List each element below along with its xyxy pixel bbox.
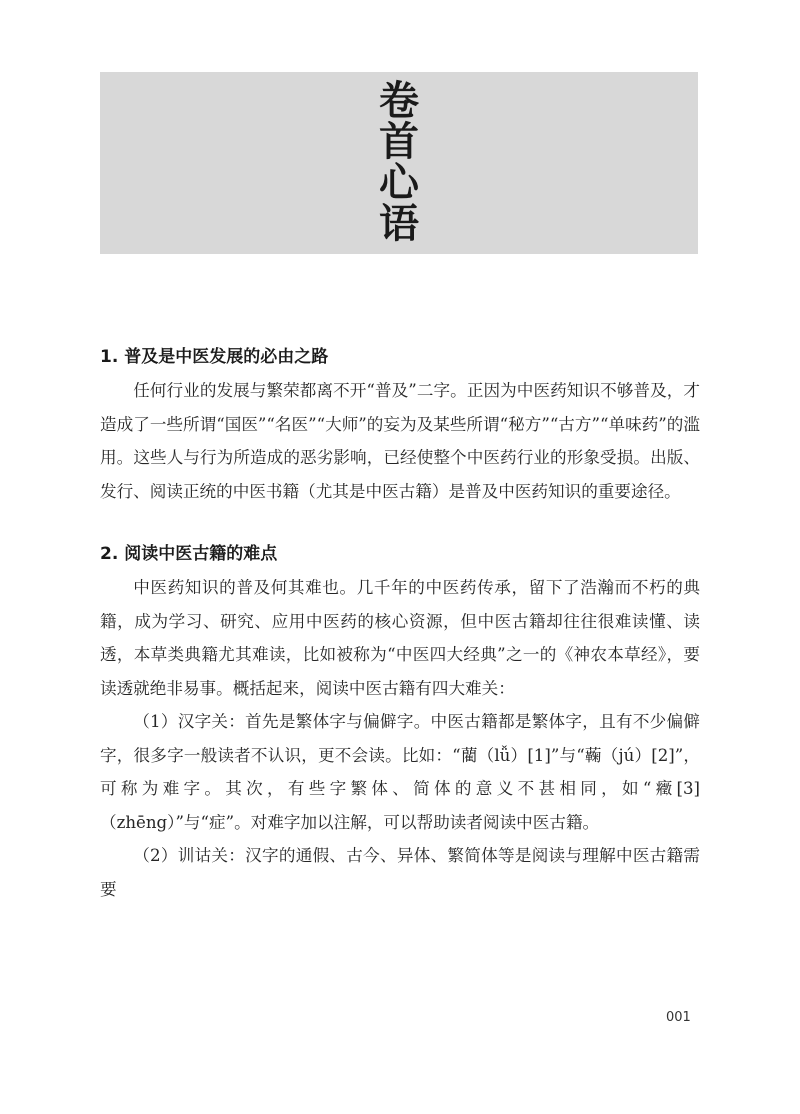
- page-content: [100, 338, 700, 906]
- section-1: [100, 344, 700, 508]
- chapter-title: 卷 首 心 语: [379, 77, 419, 247]
- paragraph: 任何行业的发展与繁荣都离不开“普及”二字。正因为中医药知识不够普及，才造成了一些所谓“国医”“名医”“大师”的妄为及某些所谓“秘方”“古方”“单味药”的滥用。这些人与行为所造成的恶劣影响，已经使整个中医药行业的形象受损。出版、发行、阅读正统的中医书籍（尤其是中医古籍）是普及中医药知识的重要途径。: [100, 381, 701, 501]
- section-heading: 1. 普及是中医发展的必由之路: [100, 347, 329, 367]
- paragraph: （1）汉字关：首先是繁体字与偏僻字。中医古籍都是繁体字，且有不少偏僻字，很多字一般读者不认识，更不会读。比如：“藺（lǚ）[1]”与“蘜（jú）[2]”，可称为难字。其次，有些字繁体、简体的意义不甚相同，如“癥[3]（zhēng）”与“症”。对难字加以注解，可以帮助读者阅读中医古籍。: [100, 712, 700, 832]
- section-heading: 2. 阅读中医古籍的难点: [100, 544, 278, 564]
- title-banner: [100, 72, 698, 254]
- section-2: [100, 541, 700, 906]
- paragraph: （2）训诂关：汉字的通假、古今、异体、繁简体等是阅读与理解中医古籍需要: [100, 846, 700, 899]
- paragraph: 中医药知识的普及何其难也。几千年的中医药传承，留下了浩瀚而不朽的典籍，成为学习、研究、应用中医药的核心资源，但中医古籍却往往很难读懂、读透，本草类典籍尤其难读，比如被称为“中医四大经典”之一的《神农本草经》，要读透就绝非易事。概括起来，阅读中医古籍有四大难关：: [100, 578, 700, 698]
- page-number: 001: [666, 1010, 691, 1025]
